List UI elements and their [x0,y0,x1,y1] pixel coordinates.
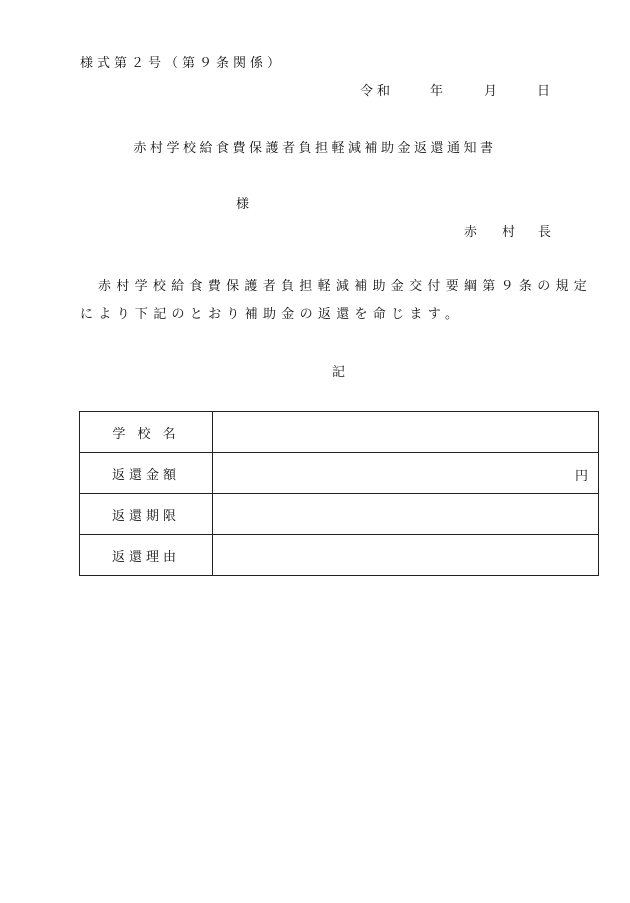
document-title: 赤村学校給食費保護者負担軽減補助金返還通知書 [133,141,497,156]
refund-amount-label: 返還金額 [80,453,213,494]
sender-char-1: 赤 [464,225,478,240]
table-row-amount [80,453,599,494]
sender-char-3: 長 [538,225,552,240]
info-table [79,411,599,576]
school-name-field[interactable] [213,412,599,453]
date-year: 年 [430,84,444,99]
refund-reason-label: 返還理由 [80,535,213,576]
refund-amount-field[interactable] [213,453,599,494]
school-name-label: 学 校 名 [80,412,213,453]
ki-label: 記 [332,365,346,380]
date-month: 月 [484,84,498,99]
body-text: 赤村学校給食費保護者負担軽減補助金交付要綱第９条の規定により下記のとおり補助金の返還を命じます。 [80,279,593,322]
addressee-suffix: 様 [236,197,250,212]
refund-reason-field[interactable] [213,535,599,576]
table-row-school [80,412,599,453]
date-era: 令和 [360,84,395,99]
form-number: 様式第２号（第９条関係） [80,56,285,71]
table-row-deadline [80,494,599,535]
sender-char-2: 村 [502,225,516,240]
date-day: 日 [537,84,551,99]
refund-deadline-field[interactable] [213,494,599,535]
table-row-reason [80,535,599,576]
refund-deadline-label: 返還期限 [80,494,213,535]
yen-unit: 円 [574,469,588,484]
